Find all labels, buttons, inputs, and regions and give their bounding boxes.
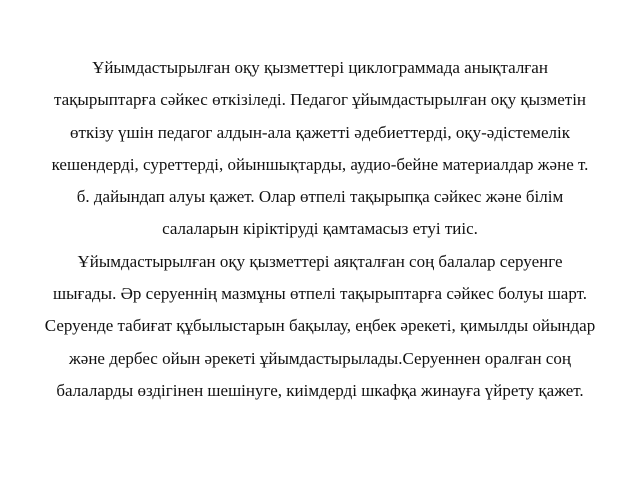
text-line: б. дайындап алуы қажет. Олар өтпелі тақырыпқа сәйкес және білім xyxy=(76,187,564,207)
text-line: кешендерді, суреттерді, ойыншықтарды, аудио-бейне материалдар және т. xyxy=(51,154,589,174)
text-line: шығады. Әр серуеннің мазмұны өтпелі тақырыптарға сәйкес болуы шарт. xyxy=(52,284,588,304)
text-line: тақырыптарға сәйкес өткізіледі. Педагог ұйымдастырылған оқу қызметін xyxy=(53,90,587,110)
text-line: және дербес ойын әрекеті ұйымдастырылады.Серуеннен оралған соң xyxy=(69,348,571,368)
text-line: Ұйымдастырылған оқу қызметтері циклограммада анықталған xyxy=(92,58,548,77)
document-text xyxy=(10,52,630,407)
text-line: өткізу үшін педагог алдын-ала қажетті әдебиеттерді, оқу-әдістемелік xyxy=(70,122,570,142)
text-line: Серуенде табиғат құбылыстарын бақылау, еңбек әрекеті, қимылды ойындар xyxy=(44,316,596,336)
text-line: балаларды өздігінен шешінуге, киімдерді шкафқа жинауға үйрету қажет. xyxy=(56,380,584,400)
text-line: Ұйымдастырылған оқу қызметтері аяқталған соң балалар серуенге xyxy=(77,251,563,271)
text-line: салаларын кіріктіруді қамтамасыз етуі тиіс. xyxy=(162,219,478,239)
